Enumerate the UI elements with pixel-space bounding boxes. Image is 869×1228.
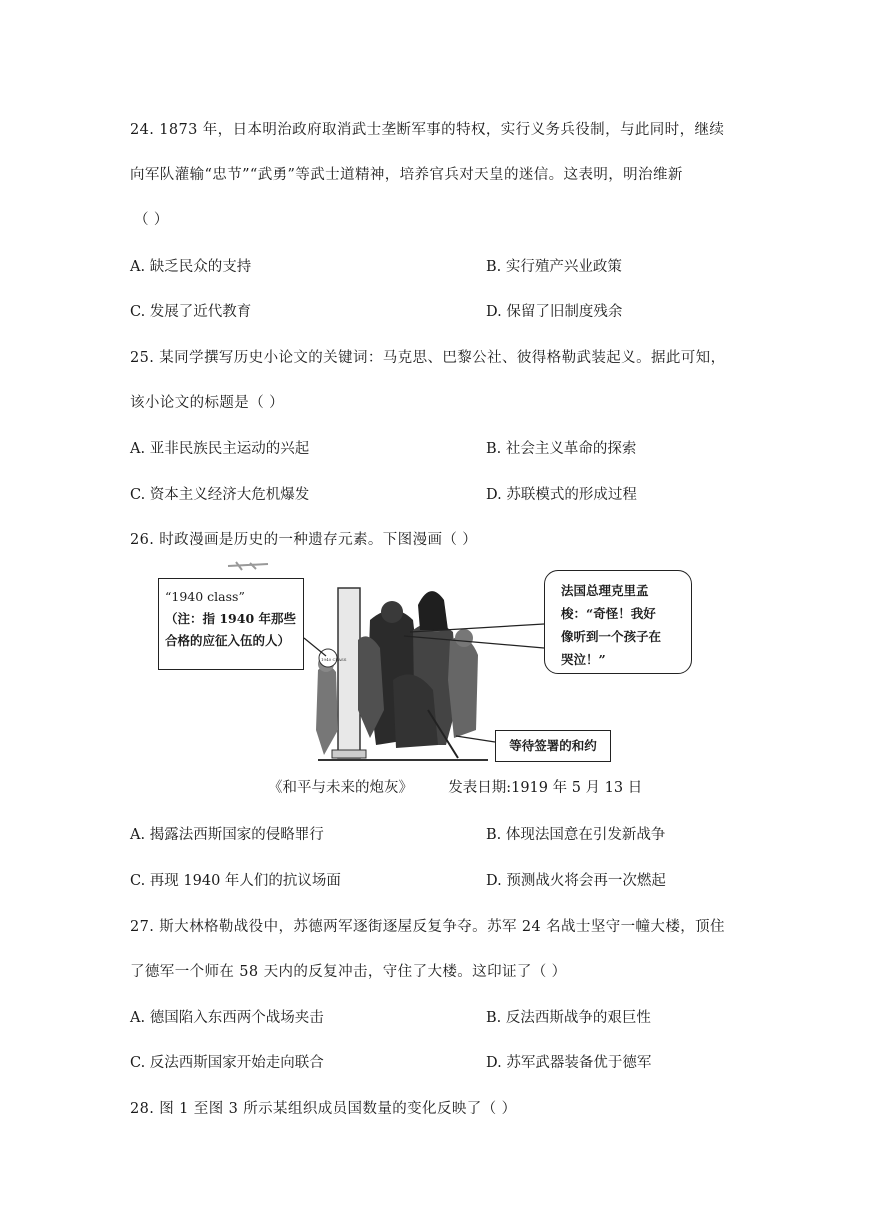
q27-stem-line1: 27. 斯大林格勒战役中，苏德两军逐街逐屋反复争夺。苏军 24 名战士坚守一幢大楼，顶住 — [130, 919, 725, 935]
q25-option-c: C. 资本主义经济大危机爆发 — [130, 487, 310, 503]
callout-clemenceau — [544, 570, 692, 674]
q28-stem-line1: 28. 图 1 至图 3 所示某组织成员国数量的变化反映了（ ） — [130, 1101, 517, 1117]
q24-stem-line2: 向军队灌输“忠节”“武勇”等武士道精神，培养官兵对天皇的迷信。这表明，明治维新 — [130, 167, 683, 183]
q26-stem-line1: 26. 时政漫画是历史的一种遗存元素。下图漫画（ ） — [130, 532, 478, 548]
q24-option-c: C. 发展了近代教育 — [130, 304, 252, 320]
callout-right-line4: 哭泣！” — [561, 652, 606, 667]
q27-option-c: C. 反法西斯国家开始走向联合 — [130, 1055, 324, 1071]
q27-option-a: A. 德国陷入东西两个战场夹击 — [130, 1010, 324, 1026]
q27-option-b: B. 反法西斯战争的艰巨性 — [486, 1010, 651, 1026]
callout-1940-class — [158, 578, 304, 670]
cartoon-figure — [158, 560, 693, 765]
callout-left-line3: 合格的应征入伍的人） — [165, 633, 291, 648]
q24-stem-line3: （ ） — [134, 212, 169, 228]
q27-option-d: D. 苏军武器装备优于德军 — [486, 1055, 652, 1071]
child-tag-text: 1940 CLASS — [321, 657, 347, 662]
callout-right-line3: 像听到一个孩子在 — [561, 629, 662, 644]
caption-title: 《和平与未来的炮灰》 — [268, 780, 413, 796]
q25-option-b: B. 社会主义革命的探索 — [486, 441, 637, 457]
q25-option-a: A. 亚非民族民主运动的兴起 — [130, 441, 310, 457]
callout-right-line2: 梭：“奇怪！我好 — [561, 606, 656, 621]
q27-stem-line2: 了德军一个师在 58 天内的反复冲击，守住了大楼。这印证了（ ） — [130, 964, 567, 980]
callout-right-line1: 法国总理克里孟 — [561, 583, 649, 598]
q25-option-d: D. 苏联模式的形成过程 — [486, 487, 637, 503]
caption-date: 发表日期:1919 年 5 月 13 日 — [448, 780, 643, 796]
q26-option-b: B. 体现法国意在引发新战争 — [486, 827, 666, 843]
q26-option-d: D. 预测战火将会再一次燃起 — [486, 873, 666, 889]
q24-stem-line1: 24. 1873 年，日本明治政府取消武士垄断军事的特权，实行义务兵役制，与此同时，继续 — [130, 122, 725, 138]
q24-option-b: B. 实行殖产兴业政策 — [486, 259, 622, 275]
q26-option-a: A. 揭露法西斯国家的侵略罪行 — [130, 827, 324, 843]
q25-stem-line2: 该小论文的标题是（ ） — [130, 395, 285, 411]
callout-left-line1: “1940 class” — [165, 589, 245, 604]
cartoon-caption — [268, 776, 642, 797]
q26-option-c: C. 再现 1940 年人们的抗议场面 — [130, 873, 341, 889]
q24-option-d: D. 保留了旧制度残余 — [486, 304, 623, 320]
q25-stem-line1: 25. 某同学撰写历史小论文的关键词：马克思、巴黎公社、彼得格勒武装起义。据此可知， — [130, 350, 726, 366]
callout-peace-treaty: 等待签署的和约 — [495, 730, 611, 762]
callout-left-line2: （注：指 1940 年那些 — [165, 611, 296, 626]
q24-option-a: A. 缺乏民众的支持 — [130, 259, 252, 275]
